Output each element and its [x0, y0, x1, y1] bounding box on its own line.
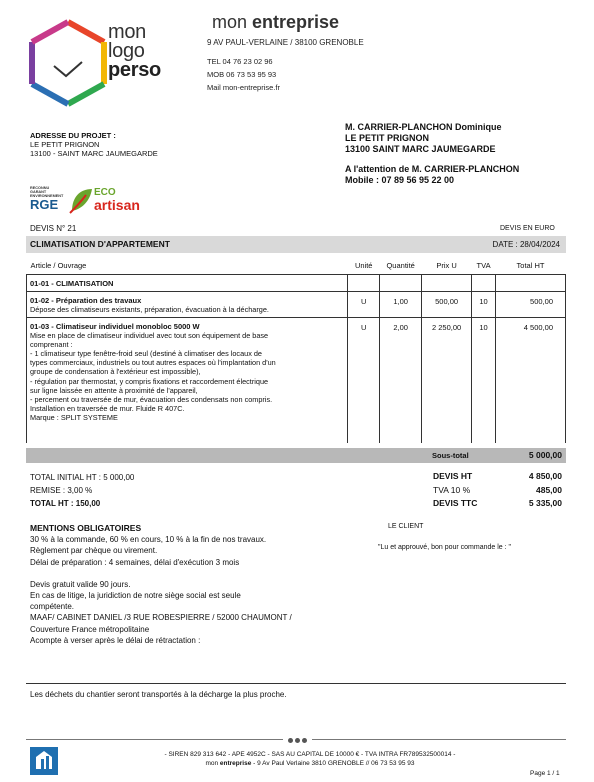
- devis-number: DEVIS N° 21: [30, 224, 77, 233]
- item-total: 4 500,00: [496, 317, 566, 443]
- project-address-line2: 13100 - SAINT MARC JAUMEGARDE: [30, 149, 158, 158]
- rge-top-1: RECONNU: [30, 186, 50, 190]
- items-table: [26, 258, 566, 443]
- mentions-line: 30 % à la commande, 60 % en cours, 10 % à la fin de nos travaux.: [30, 535, 267, 545]
- logo-word-2: logo: [108, 40, 145, 62]
- col-unite: Unité: [348, 258, 380, 274]
- company-mob: MOB 06 73 53 95 93: [207, 70, 277, 79]
- item-unit: U: [348, 317, 380, 443]
- client-address: [345, 122, 519, 186]
- eco-artisan-badge: [68, 185, 158, 217]
- company-name-light: mon: [212, 12, 253, 32]
- item-qty: 1,00: [380, 291, 422, 317]
- item-qty: 2,00: [380, 317, 422, 443]
- footer-company-bold: entreprise: [219, 760, 252, 767]
- item-description: Mise en place de climatiseur individuel avec tout son équipement de base comprenant : - 1 climatiseur type fenêtre-froid seul (destiné à climatiser des locaux de types commerciaux, industriels ou tout autres espaces où l'implantation d'un groupe de condensation à l'extérieur est impossible), - régulation par thermostat, y compris fixations et raccordement électrique sur ligne laissée en attente à proximité de l'appareil, - percement ou traversée de mur, évacuation des condensats non compris. Installation en traversée de mur. Fluide R 407C. Marque : SPLIT SYSTEME: [30, 330, 276, 423]
- item-title: 01-03 - Climatiseur individuel monobloc 5000 W: [30, 321, 200, 331]
- footer-legal: [80, 750, 540, 768]
- devis-ttc-label: DEVIS TTC: [433, 498, 478, 508]
- company-address: 9 AV PAUL-VERLAINE / 38100 GRENOBLE: [207, 38, 364, 47]
- logo-word-1: mon: [108, 21, 147, 43]
- project-address-line1: LE PETIT PRIGNON: [30, 140, 100, 149]
- table-row: [27, 291, 566, 317]
- devis-title-bar: [26, 236, 566, 253]
- item-title: 01-02 - Préparation des travaux: [30, 295, 142, 305]
- col-prix: Prix U: [422, 258, 472, 274]
- rge-label: RGE: [30, 197, 59, 212]
- rge-top-3: ENVIRONNEMENT: [30, 194, 64, 198]
- col-tva: TVA: [472, 258, 496, 274]
- mentions-line: compétente.: [30, 602, 75, 612]
- project-address-label: ADRESSE DU PROJET :: [30, 131, 116, 140]
- devis-title: CLIMATISATION D'APPARTEMENT: [30, 239, 170, 249]
- devis-date: DATE : 28/04/2024: [492, 240, 560, 249]
- client-attention: A l'attention de M. CARRIER-PLANCHON: [345, 164, 520, 174]
- client-line1: LE PETIT PRIGNON: [345, 133, 430, 143]
- total-remise: REMISE : 3,00 %: [30, 486, 93, 495]
- total-initial: TOTAL INITIAL HT : 5 000,00: [30, 473, 135, 482]
- table-row: [27, 317, 566, 443]
- footer-logo-icon: [28, 745, 60, 777]
- rge-badge: [30, 186, 62, 216]
- totals-right-values: [495, 470, 562, 511]
- footer-address: - 9 Av Paul Verlaine 3810 GRENOBLE // 06 73 53 95 93: [251, 760, 415, 767]
- mentions-line: Couverture France métropolitaine: [30, 624, 150, 634]
- company-mail: Mail mon-entreprise.fr: [207, 83, 280, 92]
- hexagon-logo-icon: [28, 18, 108, 110]
- devis-ttc-value: 5 335,00: [528, 498, 562, 508]
- waste-notice: Les déchets du chantier seront transportés à la décharge la plus proche.: [30, 690, 287, 699]
- item-description: Dépose des climatiseurs existants, préparation, évacuation à la décharge.: [30, 304, 269, 314]
- company-name-bold: entreprise: [252, 12, 340, 32]
- subtotal-label: Sous-total: [432, 451, 469, 460]
- artisan-label: artisan: [94, 197, 140, 213]
- rge-top-2: GARANT: [30, 190, 47, 194]
- page-number: Page 1 / 1: [530, 770, 560, 777]
- eco-artisan-leaf-icon: [68, 185, 94, 215]
- logo-word-3: perso: [108, 59, 161, 81]
- mentions-obligatoires: [30, 523, 350, 646]
- devis-currency: DEVIS EN EURO: [500, 225, 555, 232]
- divider: [26, 683, 566, 684]
- item-total: 500,00: [496, 291, 566, 317]
- item-tva: 10: [472, 291, 496, 317]
- client-line2: 13100 SAINT MARC JAUMEGARDE: [345, 144, 496, 154]
- mentions-line: En cas de litige, la juridiction de notre siège social est seule: [30, 591, 241, 601]
- totals-right-labels: [433, 470, 477, 511]
- mentions-line: Acompte à verser après le délai de rétractation :: [30, 635, 201, 645]
- mentions-line: Devis gratuit valide 90 jours.: [30, 579, 131, 589]
- table-section-row: [27, 274, 566, 291]
- mentions-heading: MENTIONS OBLIGATOIRES: [30, 523, 142, 533]
- total-ht: TOTAL HT : 150,00: [30, 499, 101, 508]
- project-address: [30, 131, 158, 158]
- company-tel: TEL 04 76 23 02 96: [207, 57, 273, 66]
- totals-left: [30, 471, 134, 510]
- devis-ht-value: 4 850,00: [528, 471, 562, 481]
- logo-wordmark: [108, 23, 161, 80]
- eco-label: ECO: [94, 187, 116, 198]
- mentions-line: Délai de préparation : 4 semaines, délai d'exécution 3 mois: [30, 557, 240, 567]
- client-signature-label: LE CLIENT: [388, 523, 424, 530]
- footer-line1: - SIREN 829 313 642 - APE 4952C - SAS AU CAPITAL DE 10000 € - TVA INTRA FR789532500014 -: [164, 751, 456, 758]
- col-total: Total HT: [496, 258, 566, 274]
- item-unit: U: [348, 291, 380, 317]
- footer-company-light: mon: [205, 760, 220, 767]
- client-name: M. CARRIER-PLANCHON Dominique: [345, 122, 502, 132]
- subtotal-bar: [26, 448, 566, 463]
- item-tva: 10: [472, 317, 496, 443]
- item-price: 500,00: [422, 291, 472, 317]
- tva-label: TVA 10 %: [433, 484, 471, 495]
- mentions-line: MAAF/ CABINET DANIEL /3 RUE ROBESPIERRE / 52000 CHAUMONT /: [30, 613, 292, 623]
- company-name: [212, 12, 339, 33]
- subtotal-value: 5 000,00: [528, 450, 562, 460]
- item-price: 2 250,00: [422, 317, 472, 443]
- footer-line2: [80, 759, 540, 768]
- col-article: Article / Ouvrage: [27, 258, 348, 274]
- mentions-line: Règlement par chèque ou virement.: [30, 546, 158, 556]
- section-title: 01-01 - CLIMATISATION: [30, 278, 114, 288]
- tva-value: 485,00: [536, 484, 562, 495]
- devis-ht-label: DEVIS HT: [433, 471, 473, 481]
- footer-dots-icon: [283, 736, 312, 745]
- table-header-row: [27, 258, 566, 274]
- client-signature-text: "Lu et approuvé, bon pour commande le : ": [378, 544, 511, 551]
- col-quantite: Quantité: [380, 258, 422, 274]
- client-mobile: Mobile : 07 89 56 95 22 00: [345, 175, 455, 185]
